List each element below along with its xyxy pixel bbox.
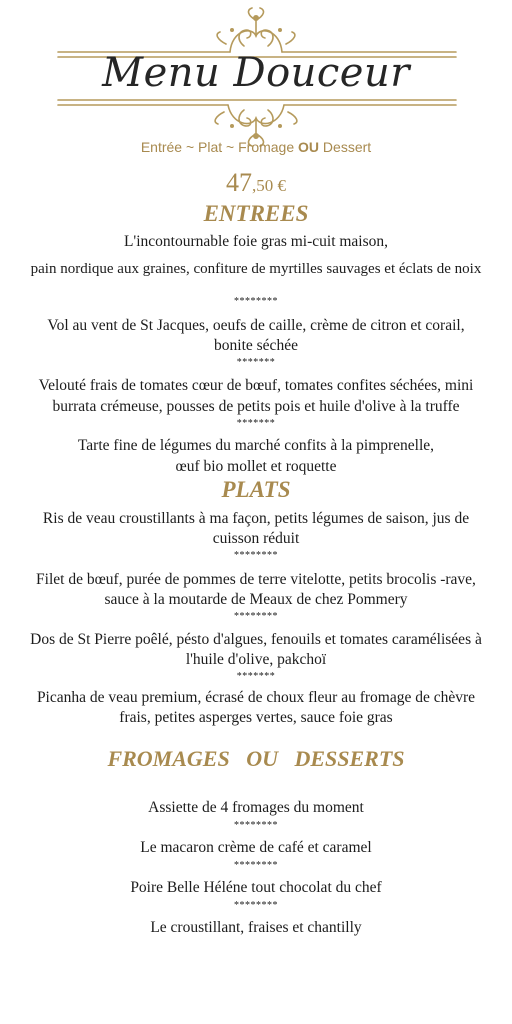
- separator: ********: [234, 296, 278, 307]
- separator: ********: [234, 900, 278, 911]
- plat-1-line-2: cuisson réduit: [212, 530, 300, 547]
- separator: ********: [234, 611, 278, 622]
- plat-4-line-1: Picanha de veau premium, écrasé de choux fleur au fromage de chèvre: [36, 689, 476, 706]
- entree-4-line-2: œuf bio mollet et roquette: [175, 458, 337, 475]
- plat-2-line-1: Filet de bœuf, purée de pommes de terre vitelotte, petits brocolis -rave,: [36, 571, 476, 588]
- dessert-1: Assiette de 4 fromages du moment: [148, 799, 364, 816]
- plat-2-line-2: sauce à la moutarde de Meaux de chez Pommery: [104, 591, 408, 608]
- separator: ********: [234, 820, 278, 831]
- section-fromages-desserts-title: FROMAGES OU DESSERTS: [107, 746, 405, 771]
- section-plats-title: PLATS: [221, 477, 291, 502]
- entree-2-line-1: Vol au vent de St Jacques, oeufs de caille, crème de citron et corail,: [47, 317, 465, 334]
- subtitle-dessert: Dessert: [319, 139, 372, 155]
- menu-title: Menu Douceur: [102, 50, 410, 96]
- price-euros: 47: [226, 168, 252, 197]
- plat-3-line-2: l'huile d'olive, pakchoï: [185, 651, 327, 668]
- dessert-4: Le croustillant, fraises et chantilly: [150, 919, 362, 936]
- subtitle-ou: OU: [298, 139, 320, 155]
- section-entrees-title: ENTREES: [203, 201, 309, 226]
- separator: *******: [236, 357, 276, 368]
- subtitle-courses: Entrée ~ Plat ~ Fromage: [140, 139, 299, 155]
- menu-header: [0, 0, 512, 165]
- plat-1-line-1: Ris de veau croustillants à ma façon, petits légumes de saison, jus de: [42, 510, 470, 527]
- entree-3-line-2: burrata crémeuse, pousses de petits pois et huile d'olive à la truffe: [52, 398, 460, 415]
- dessert-3: Poire Belle Héléne tout chocolat du chef: [130, 879, 382, 896]
- plat-3-line-1: Dos de St Pierre poêlé, pésto d'algues, fenouils et tomates caramélisées à: [30, 631, 482, 648]
- entree-3-line-1: Velouté frais de tomates cœur de bœuf, tomates confites séchées, mini: [38, 377, 474, 394]
- menu-price: [0, 168, 512, 198]
- entree-1-line-1: L'incontournable foie gras mi-cuit maison,: [123, 233, 389, 250]
- entree-1-line-2: pain nordique aux graines, confiture de myrtilles sauvages et éclats de noix: [30, 261, 482, 277]
- separator: ********: [234, 860, 278, 871]
- separator: ********: [234, 550, 278, 561]
- separator: *******: [236, 418, 276, 429]
- separator: *******: [236, 671, 276, 682]
- entree-2-line-2: bonite séchée: [214, 337, 298, 354]
- entree-4-line-1: Tarte fine de légumes du marché confits à la pimprenelle,: [77, 437, 435, 454]
- dessert-2: Le macaron crème de café et caramel: [140, 839, 372, 856]
- plat-4-line-2: frais, petites asperges vertes, sauce foie gras: [119, 709, 393, 726]
- price-cents: ,50 €: [252, 176, 286, 195]
- menu-subtitle: [0, 139, 512, 155]
